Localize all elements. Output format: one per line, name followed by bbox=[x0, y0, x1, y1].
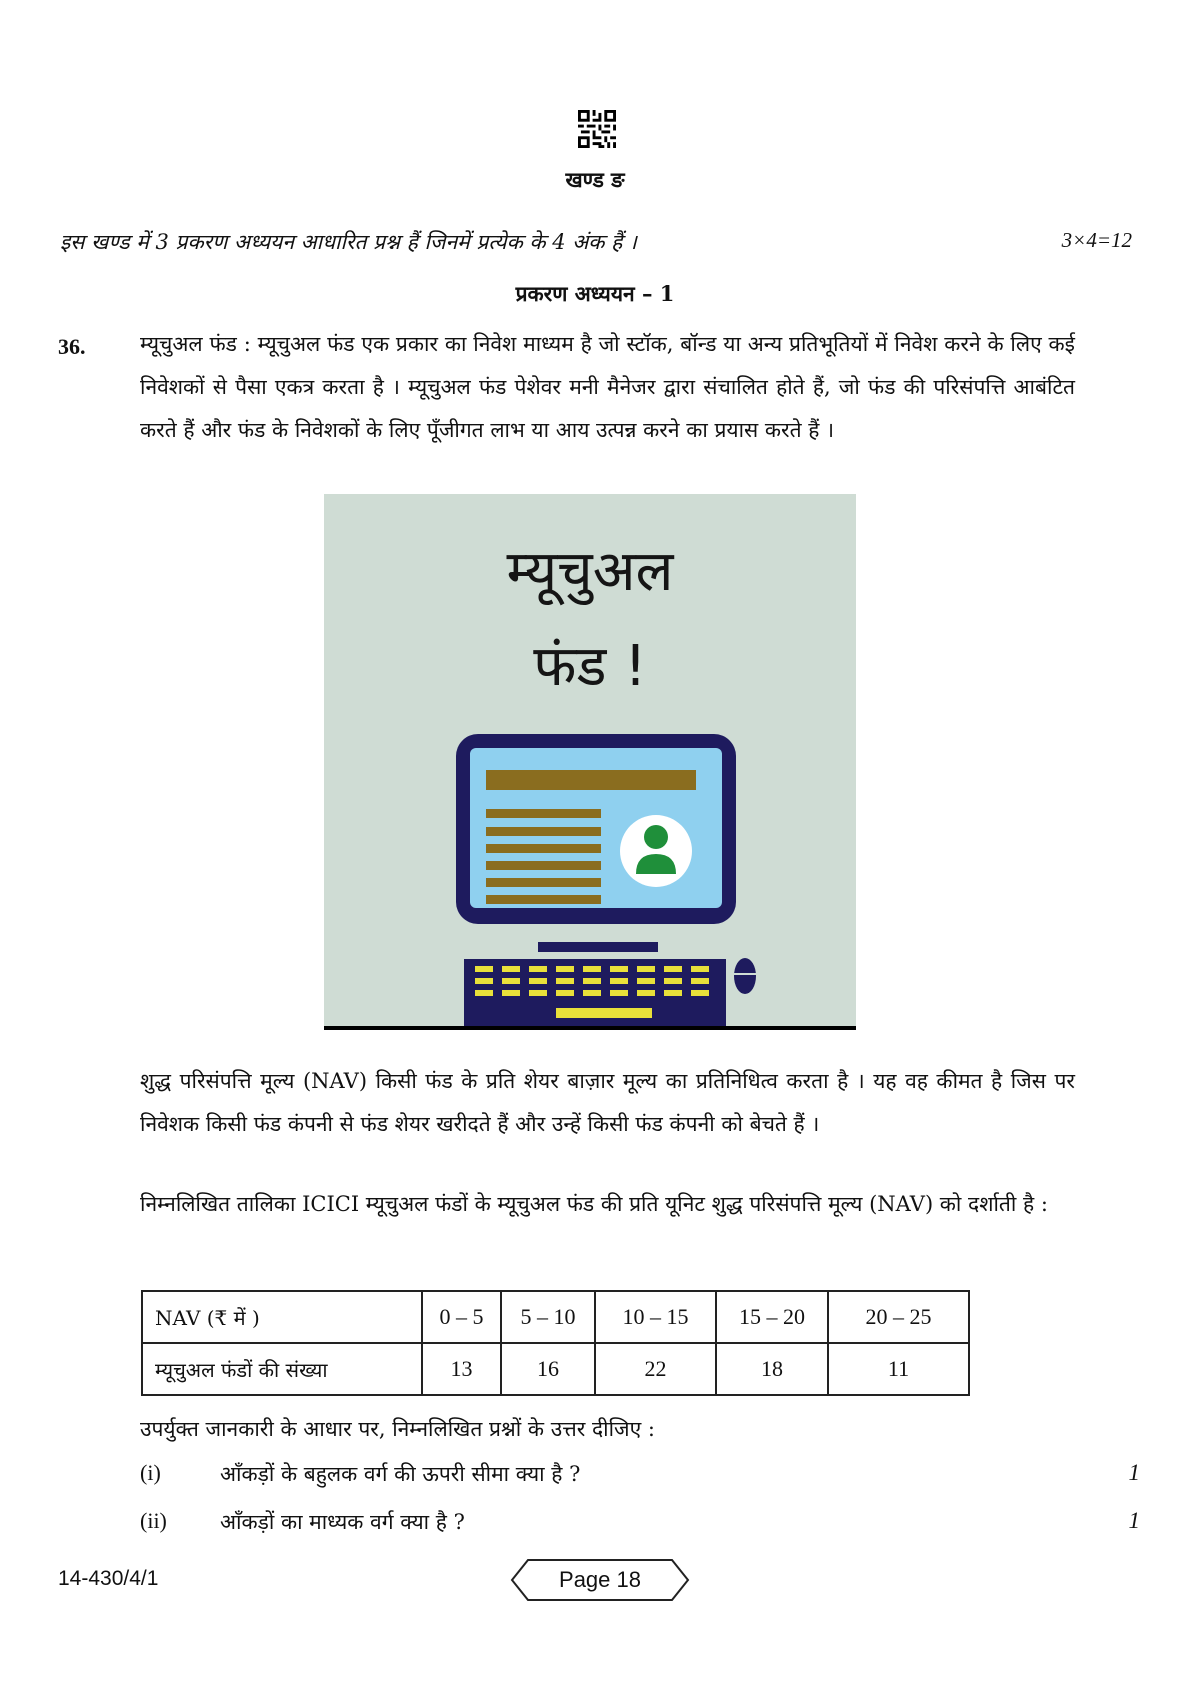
frequency-cell: 13 bbox=[422, 1343, 501, 1395]
class-cell: 20 – 25 bbox=[828, 1291, 969, 1343]
case-study-title: प्रकरण अध्ययन – 1 bbox=[515, 281, 675, 306]
illustration-title-line2: फंड ! bbox=[533, 634, 647, 699]
sub-question-text: आँकड़ों के बहुलक वर्ग की ऊपरी सीमा क्या है ? bbox=[220, 1462, 581, 1486]
qr-code-icon bbox=[578, 110, 616, 148]
illustration-title-line1: म्यूचुअल bbox=[506, 539, 674, 604]
frequency-cell: 18 bbox=[716, 1343, 828, 1395]
sub-question bbox=[140, 1460, 1140, 1494]
computer-icon bbox=[324, 494, 856, 1026]
class-cell: 10 – 15 bbox=[595, 1291, 716, 1343]
page-number-label: Page 18 bbox=[559, 1567, 641, 1592]
table-intro-paragraph: निम्नलिखित तालिका ICICI म्यूचुअल फंडों के म्यूचुअल फंड की प्रति यूनिट शुद्ध परिसंपत्ति मूल्य (NAV) को दर्शाती है : bbox=[140, 1192, 1048, 1216]
section-instruction: इस खण्ड में 3 प्रकरण अध्ययन आधारित प्रश्न हैं जिनमें प्रत्येक के 4 अंक हैं । bbox=[60, 230, 637, 254]
table-row bbox=[142, 1343, 969, 1395]
frequency-cell: 22 bbox=[595, 1343, 716, 1395]
sub-question-marks: 1 bbox=[1128, 1508, 1140, 1533]
class-cell: 0 – 5 bbox=[422, 1291, 501, 1343]
class-cell: 5 – 10 bbox=[501, 1291, 595, 1343]
frequency-cell: 11 bbox=[828, 1343, 969, 1395]
mutual-fund-illustration bbox=[324, 494, 856, 1030]
section-title: खण्ड ङ bbox=[565, 167, 625, 192]
sub-question-marks: 1 bbox=[1128, 1460, 1140, 1485]
page-number-badge bbox=[510, 1558, 690, 1602]
table-row bbox=[142, 1291, 969, 1343]
section-marks: 3×4=12 bbox=[1061, 228, 1132, 252]
intro-paragraph: म्यूचुअल फंड : म्यूचुअल फंड एक प्रकार का निवेश माध्यम है जो स्टॉक, बॉन्ड या अन्य प्रतिभूतियों में निवेश करने के लिए कई निवेशकों से पैसा एकत्र करता है । म्यूचुअल फंड पेशेवर मनी मैनेजर द्वारा संचालित होते हैं, जो फंड की परिसंपत्ति आबंटित करते हैं और फंड के निवेशकों के लिए पूँजीगत लाभ या आय उत्पन्न करने का प्रयास करते हैं । bbox=[140, 332, 1075, 442]
nav-definition-paragraph: शुद्ध परिसंपत्ति मूल्य (NAV) किसी फंड के प्रति शेयर बाज़ार मूल्य का प्रतिनिधित्व करता है । यह वह कीमत है जिस पर निवेशक किसी फंड कंपनी से फंड शेयर खरीदते हैं और उन्हें किसी फंड कंपनी को बेचते हैं । bbox=[140, 1069, 1075, 1136]
row-header-count: म्यूचुअल फंडों की संख्या bbox=[142, 1343, 422, 1395]
row-header-nav: NAV (₹ में ) bbox=[142, 1291, 422, 1343]
sub-question-number: (ii) bbox=[140, 1508, 167, 1533]
paper-code: 14-430/4/1 bbox=[58, 1567, 159, 1590]
sub-question-number: (i) bbox=[140, 1460, 161, 1485]
nav-frequency-table bbox=[141, 1290, 970, 1396]
sub-question-text: आँकड़ों का माध्यक वर्ग क्या है ? bbox=[220, 1510, 465, 1534]
class-cell: 15 – 20 bbox=[716, 1291, 828, 1343]
sub-questions-intro: उपर्युक्त जानकारी के आधार पर, निम्नलिखित प्रश्नों के उत्तर दीजिए : bbox=[140, 1417, 655, 1441]
frequency-cell: 16 bbox=[501, 1343, 595, 1395]
question-number: 36. bbox=[58, 334, 86, 359]
sub-question bbox=[140, 1508, 1140, 1542]
